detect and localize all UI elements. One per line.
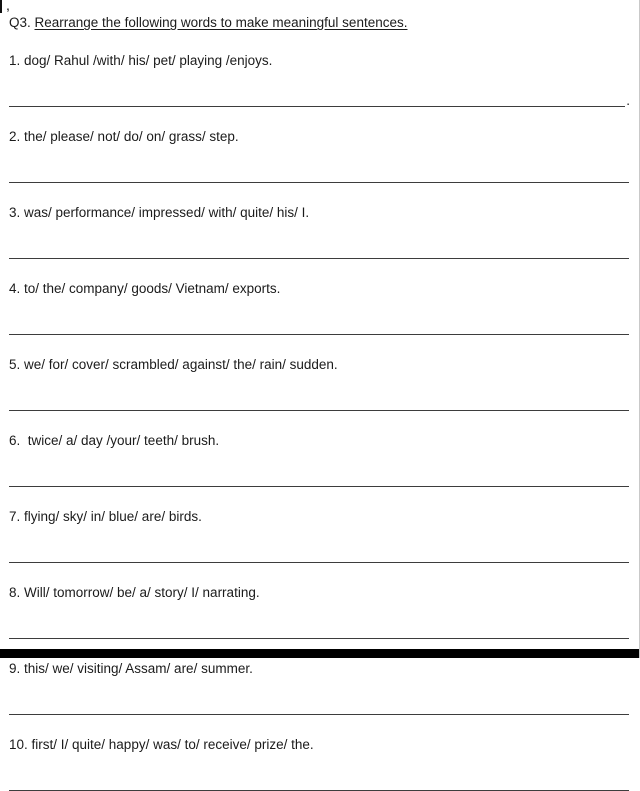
- answer-line-row: [9, 550, 630, 563]
- question-item: [9, 204, 631, 259]
- bottom-scan-bar: [0, 649, 639, 658]
- answer-line-suffix: .: [626, 93, 630, 108]
- answer-line: [9, 550, 629, 563]
- item-text: 7. flying/ sky/ in/ blue/ are/ birds.: [9, 509, 202, 524]
- answer-line-row: [9, 474, 630, 487]
- question-item: [9, 356, 631, 411]
- scan-artifact-edge-tick: [0, 0, 2, 13]
- answer-line: [9, 398, 629, 411]
- question-item: [9, 280, 631, 335]
- question-number: Q3.: [9, 15, 35, 30]
- answer-line: [9, 322, 629, 335]
- answer-line-row: [9, 702, 630, 715]
- answer-line: [9, 474, 629, 487]
- answer-line: [9, 94, 625, 107]
- question-item: [9, 128, 631, 183]
- answer-line: [9, 778, 629, 791]
- question-item: [9, 660, 631, 715]
- item-text: 3. was/ performance/ impressed/ with/ quite/ his/ I.: [9, 205, 310, 220]
- item-text: 2. the/ please/ not/ do/ on/ grass/ step.: [9, 129, 239, 144]
- question-item: [9, 736, 631, 791]
- question-item: [9, 584, 631, 639]
- answer-line: [9, 170, 629, 183]
- answer-line-row: [9, 778, 630, 791]
- scan-artifact-comma: ,: [6, 0, 10, 13]
- question-item: [9, 52, 631, 107]
- answer-line-row: [9, 170, 630, 183]
- answer-line: [9, 626, 629, 639]
- question-item: [9, 432, 631, 487]
- question-header: [9, 14, 631, 31]
- question-item: [9, 508, 631, 563]
- answer-line: [9, 702, 629, 715]
- question-title: Rearrange the following words to make meaningful sentences.: [34, 15, 408, 30]
- item-text: 1. dog/ Rahul /with/ his/ pet/ playing /enjoys.: [9, 53, 273, 68]
- item-text: 6. twice/ a/ day /your/ teeth/ brush.: [9, 433, 220, 448]
- item-text: 8. Will/ tomorrow/ be/ a/ story/ I/ narrating.: [9, 585, 260, 600]
- item-text: 9. this/ we/ visiting/ Assam/ are/ summer.: [9, 661, 253, 676]
- answer-line-row: [9, 398, 630, 411]
- answer-line: [9, 246, 629, 259]
- answer-line-row: [9, 94, 630, 107]
- item-text: 5. we/ for/ cover/ scrambled/ against/ the/ rain/ sudden.: [9, 357, 338, 372]
- answer-line-row: [9, 322, 630, 335]
- answer-line-row: [9, 246, 630, 259]
- item-text: 4. to/ the/ company/ goods/ Vietnam/ exports.: [9, 281, 281, 296]
- item-text: 10. first/ I/ quite/ happy/ was/ to/ receive/ prize/ the.: [9, 737, 314, 752]
- answer-line-row: [9, 626, 630, 639]
